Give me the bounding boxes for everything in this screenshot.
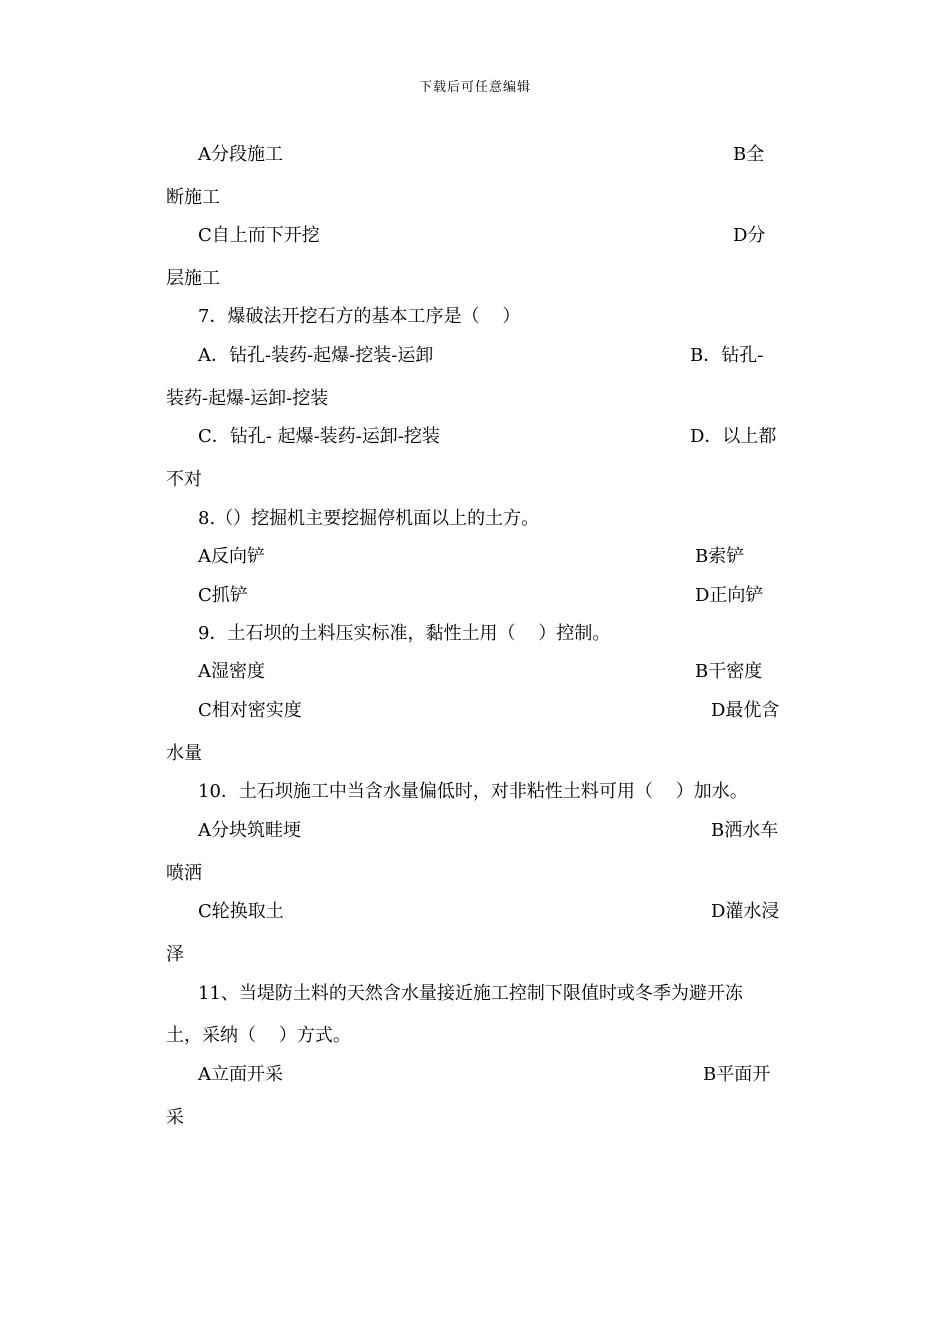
q10-option-b: B洒水车 [711, 820, 779, 841]
q9-option-b: B干密度 [695, 661, 763, 682]
q7-option-c: C．钻孔- 起爆-装药-运卸-挖装 [198, 426, 440, 447]
q10-option-b-continued: 喷洒 [166, 863, 202, 884]
q8-option-b: B索铲 [695, 546, 745, 567]
q9-option-d-continued: 水量 [166, 743, 202, 764]
q6-option-b: B全 [733, 144, 765, 165]
q10-question: 10．土石坝施工中当含水量偏低时，对非粘性土料可用（ ）加水。 [198, 781, 748, 802]
q7-option-d: D．以上都 [690, 426, 777, 447]
q11-question: 11、当堤防土料的天然含水量接近施工控制下限值时或冬季为避开冻 [198, 983, 743, 1004]
q6-option-a: A分段施工 [198, 144, 283, 165]
q7-option-d-continued: 不对 [166, 469, 202, 490]
q8-option-c: C抓铲 [198, 585, 248, 606]
q11-option-b-continued: 采 [166, 1107, 184, 1128]
q6-option-c: C自上而下开挖 [198, 225, 320, 246]
q10-option-d-continued: 泽 [166, 944, 184, 965]
q10-option-c: C轮换取土 [198, 901, 284, 922]
page-header: 下载后可任意编辑 [418, 80, 531, 95]
q9-option-d: D最优含 [711, 700, 780, 721]
q11-option-a: A立面开采 [198, 1064, 283, 1085]
q6-option-d: D分 [733, 225, 766, 246]
q7-option-a: A．钻孔-装药-起爆-挖装-运卸 [198, 345, 434, 366]
q8-question: 8.（）挖掘机主要挖掘停机面以上的土方。 [198, 508, 540, 529]
q9-option-a: A湿密度 [198, 661, 265, 682]
q8-option-d: D正向铲 [695, 585, 764, 606]
q8-option-a: A反向铲 [198, 546, 265, 567]
q10-option-a: A分块筑畦埂 [198, 820, 301, 841]
q6-option-d-continued: 层施工 [166, 268, 220, 289]
q10-option-d: D灌水浸 [711, 901, 780, 922]
q11-option-b: B平面开 [703, 1064, 771, 1085]
q7-option-b-continued: 装药-起爆-运卸-挖装 [166, 388, 329, 409]
q7-option-b: B．钻孔- [690, 345, 764, 366]
q9-option-c: C相对密实度 [198, 700, 302, 721]
q11-question-continued: 土，采纳（ ）方式。 [166, 1025, 351, 1046]
q6-option-b-continued: 断施工 [166, 187, 220, 208]
q7-question: 7．爆破法开挖石方的基本工序是（ ） [198, 306, 521, 327]
q9-question: 9．土石坝的土料压实标准，黏性土用（ ）控制。 [198, 623, 611, 644]
